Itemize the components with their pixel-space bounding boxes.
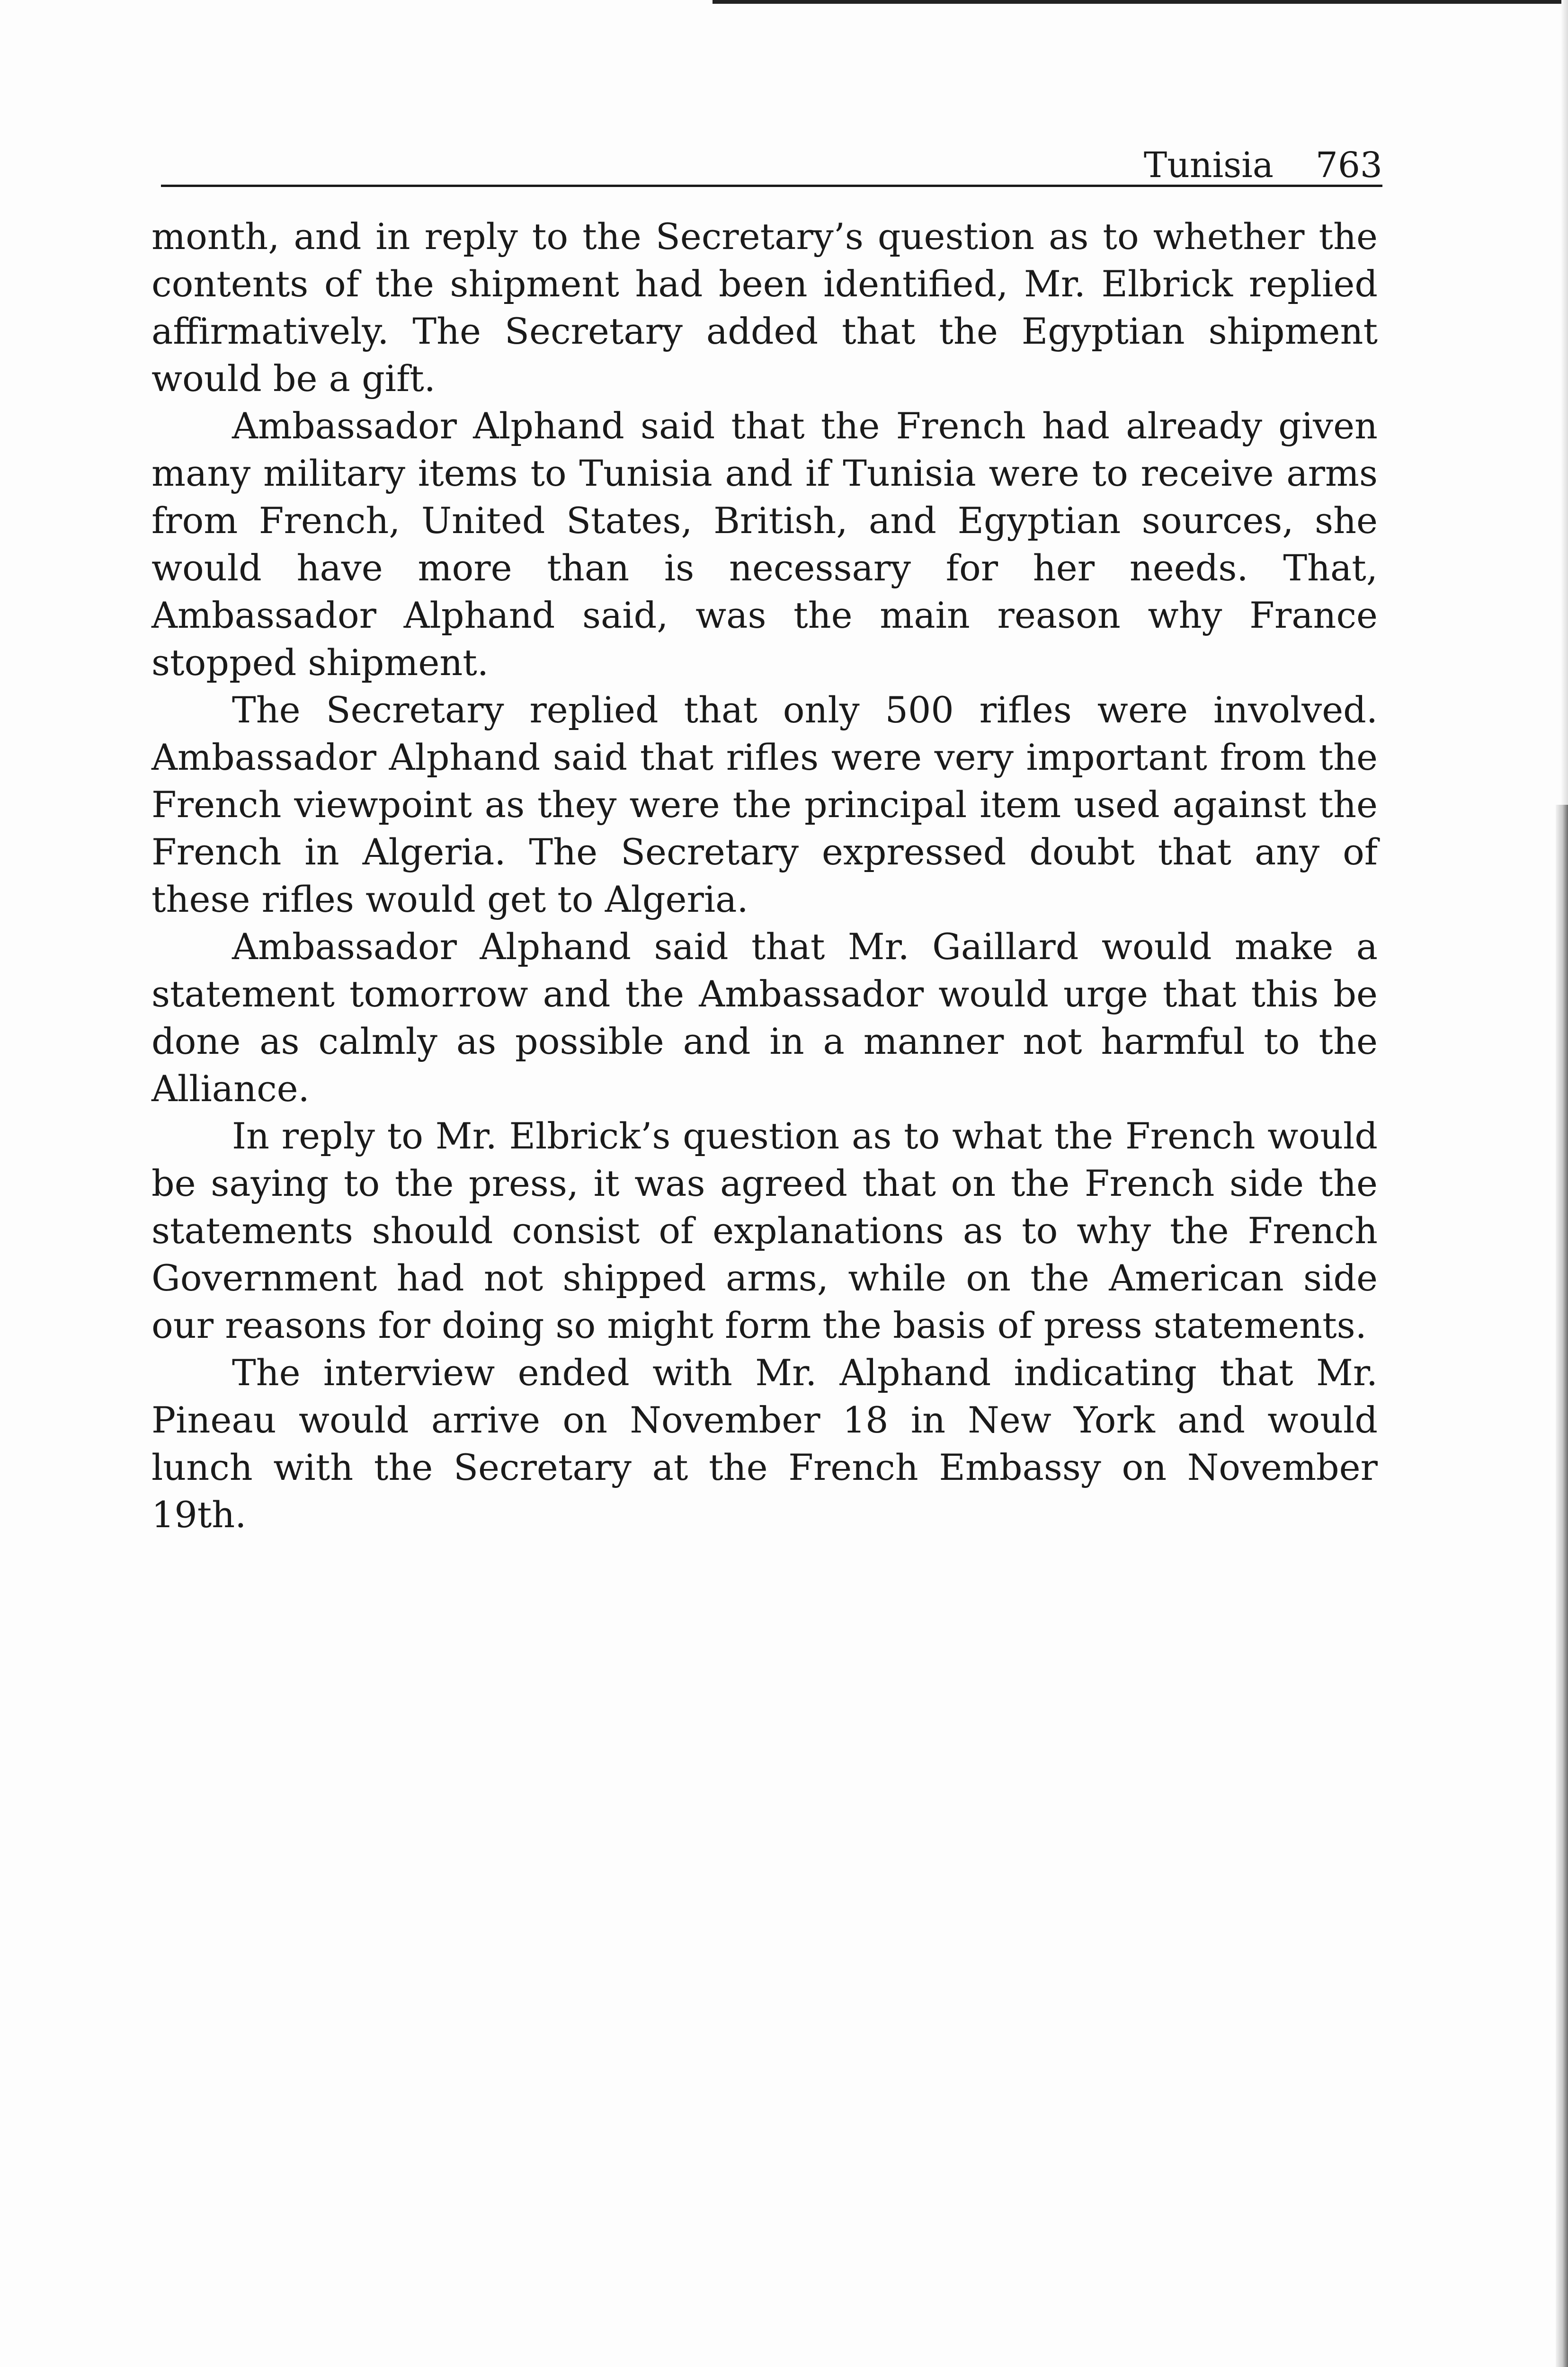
running-head-title: Tunisia (1143, 145, 1274, 186)
paragraph-4: Ambassador Alphand said that Mr. Gaillard would make a statement tomorrow and the Ambassador would urge that this be done as calmly as possible and in a manner not harmful to the Alliance. (151, 925, 1378, 1110)
paragraph-6: The interview ended with Mr. Alphand indicating that Mr. Pineau would arrive on November 18 in New York and would lunch with the Secretary at the French Embassy on November 19th. (151, 1352, 1378, 1536)
paragraph-3: The Secretary replied that only 500 rifles were involved. Ambassador Alphand said that rifles were very important from the French viewpoint as they were the principal item used against the French in Algeria. The Secretary expressed doubt that any of these rifles would get to Algeria. (151, 689, 1378, 920)
paragraph-2: Ambassador Alphand said that the French had already given many military items to Tunisia and if Tunisia were to receive arms from French, United States, British, and Egyptian sources, she would have more than is necessary for her needs. That, Ambassador Alphand said, was the main reason why France stopped shipment. (151, 405, 1378, 684)
running-head (161, 137, 1382, 187)
paragraph-1: month, and in reply to the Secretary’s question as to whether the contents of the shipment had been identified, Mr. Elbrick replied affirmatively. The Secretary added that the Egyptian shipment would be a gift. (151, 215, 1378, 400)
body-text (151, 213, 1378, 1539)
paragraph-5: In reply to Mr. Elbrick’s question as to what the French would be saying to the press, it was agreed that on the French side the statements should consist of explanations as to why the French Government had not shipped arms, while on the American side our reasons for doing so might form the basis of press statements. (151, 1115, 1378, 1346)
scan-right-edge-upper (1561, 0, 1568, 805)
scan-top-edge (713, 0, 1568, 4)
scan-right-edge (1556, 805, 1568, 2367)
page-number: 763 (1315, 145, 1382, 186)
